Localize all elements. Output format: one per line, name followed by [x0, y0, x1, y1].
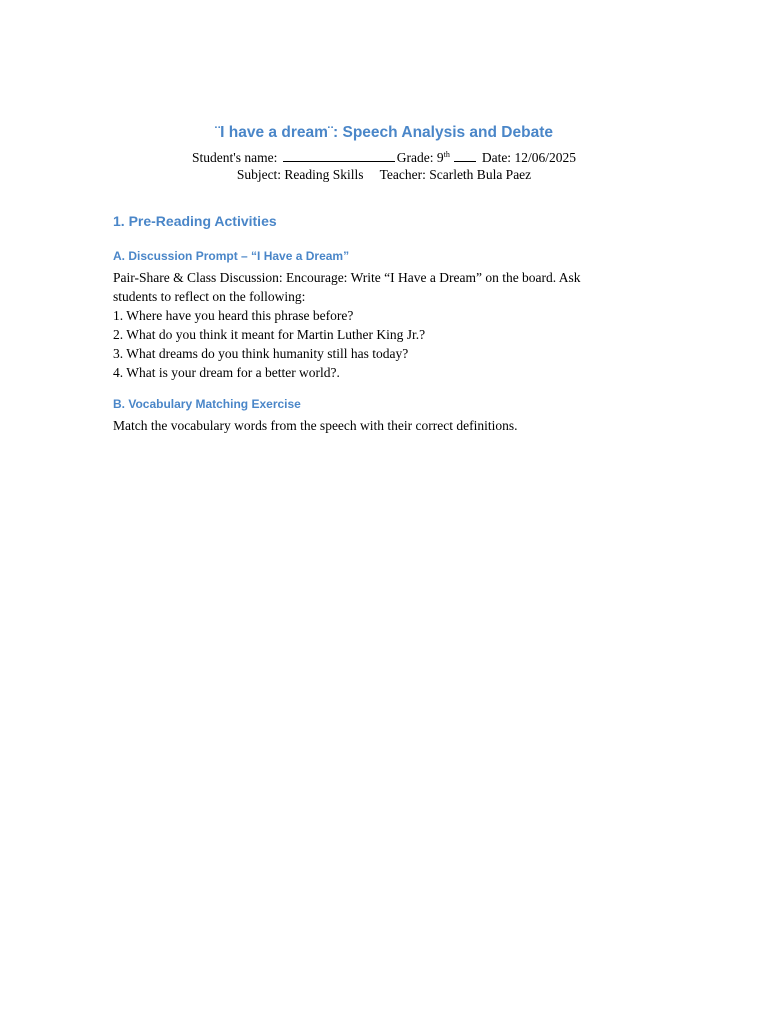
question-item: 2. What do you think it meant for Martin Luther King Jr.? [113, 327, 426, 342]
subheading-discussion-prompt: A. Discussion Prompt – “I Have a Dream” [113, 249, 350, 263]
grade-blank [454, 149, 476, 162]
subject-teacher-line [0, 166, 768, 183]
question-item: 3. What dreams do you think humanity still has today? [113, 346, 409, 361]
question-item: 4. What is your dream for a better world?. [113, 365, 340, 380]
date-label: Date: 12/06/2025 [481, 150, 576, 165]
discussion-intro-line2: students to reflect on the following: [113, 289, 306, 304]
section-heading-pre-reading: 1. Pre-Reading Activities [113, 213, 277, 229]
grade-label: Grade: 9 [396, 150, 444, 165]
vocabulary-instruction: Match the vocabulary words from the speech with their correct definitions. [113, 418, 518, 433]
discussion-intro-line1: Pair-Share & Class Discussion: Encourage: Write “I Have a Dream” on the board. Ask [113, 270, 581, 285]
teacher-label: Teacher: Scarleth Bula Paez [379, 167, 532, 182]
discussion-questions [113, 306, 633, 382]
subject-label: Subject: Reading Skills [236, 167, 364, 182]
student-info-line [0, 149, 768, 166]
document-title: ¨I have a dream¨: Speech Analysis and Debate [215, 124, 553, 141]
student-name-blank [283, 149, 395, 162]
subheading-vocabulary-matching: B. Vocabulary Matching Exercise [113, 397, 301, 411]
discussion-intro [113, 268, 633, 306]
question-item: 1. Where have you heard this phrase before? [113, 308, 354, 323]
student-name-label: Student's name: [192, 150, 278, 165]
grade-superscript: th [443, 150, 450, 159]
